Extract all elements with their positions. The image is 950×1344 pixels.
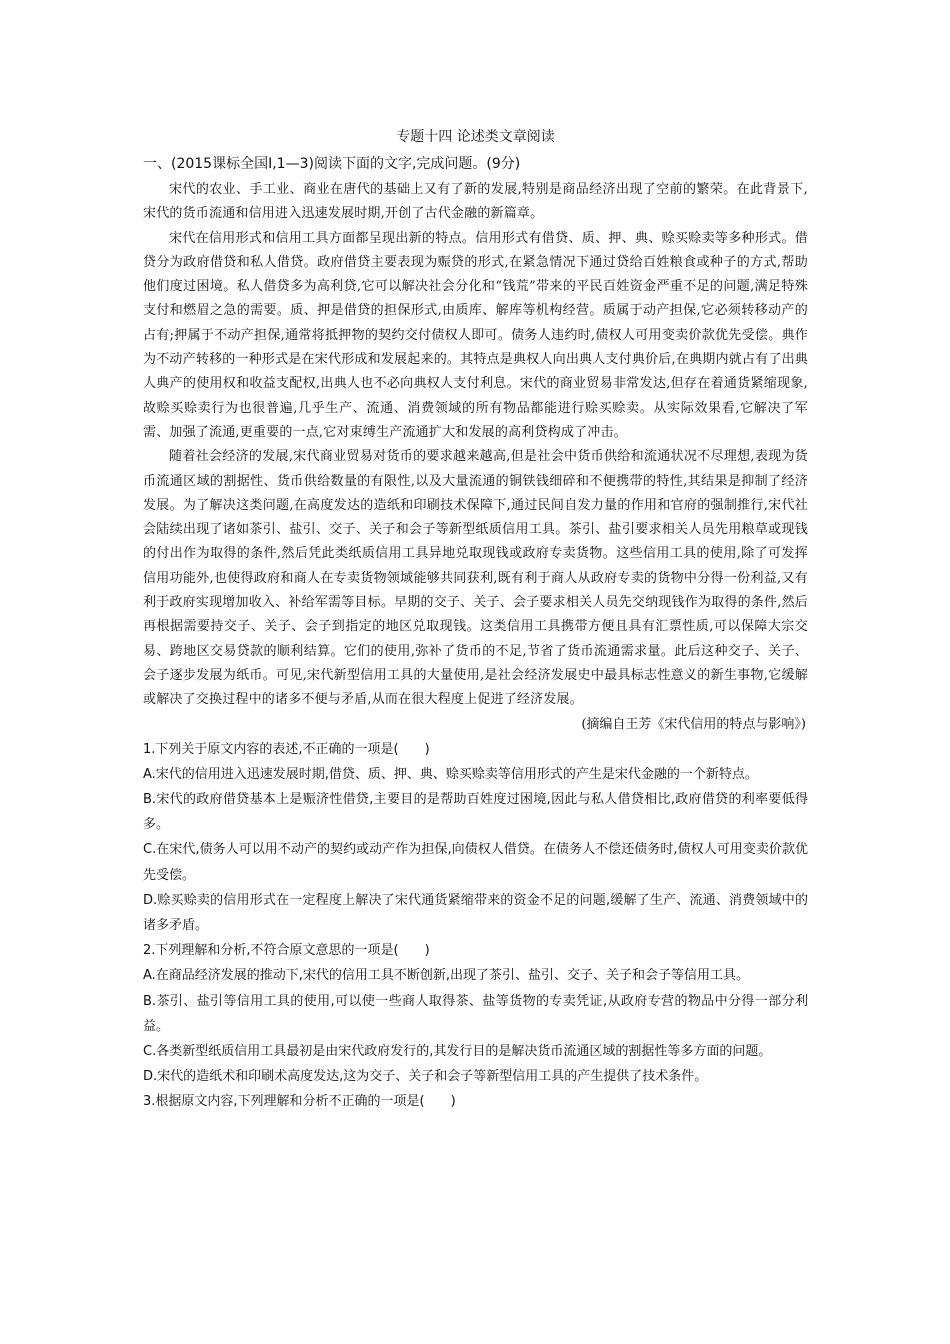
document-title: 专题十四 论述类文章阅读: [396, 129, 555, 145]
question-1-option-c: C.在宋代,债务人可以用不动产的契约或动产作为担保,向债权人借贷。在债务人不偿还债务时,债权人可用变卖价款优先受偿。: [143, 842, 808, 883]
passage-paragraph-3: 随着社会经济的发展,宋代商业贸易对货币的要求越来越高,但是社会中货币供给和流通状况不尽理想,表现为货币流通区域的割据性、货币供给数量的有限性,以及大量流通的铜铁钱细碎和不便携带的特性,其结果是抑制了经济发展。为了解决这类问题,在高度发达的造纸和印刷技术保障下,通过民间自发力量的作用和官府的强制推行,宋代社会陆续出现了诸如茶引、盐引、交子、关子和会子等新型纸质信用工具。茶引、盐引要求相关人员先用粮草或现钱的付出作为取得的条件,然后凭此类纸质信用工具异地兑取现钱或政府专卖货物。这些信用工具的使用,除了可发挥信用功能外,也使得政府和商人在专卖货物领域能够共同获利,既有利于商人从政府专卖的货物中分得一份利益,又有利于政府实现增加收入、补给军需等目标。早期的交子、关子、会子要求相关人员先交纳现钱作为取得的条件,然后再根据需要持交子、关子、会子到指定的地区兑取现钱。这类信用工具携带方便且具有汇票性质,可以保障大宗交易、跨地区交易贷款的顺利结算。它们的使用,弥补了货币的不足,节省了货币流通需求量。此后这种交子、关子、会子逐步发展为纸币。可见,宋代新型信用工具的大量使用,是社会经济发展史中最具标志性意义的新生事物,它缓解或解决了交换过程中的诸多不便与矛盾,从而在很大程度上促进了经济发展。: [143, 449, 808, 708]
passage-paragraph-2: 宋代在信用形式和信用工具方面都呈现出新的特点。信用形式有借贷、质、押、典、赊买赊卖等多种形式。借贷分为政府借贷和私人借贷。政府借贷主要表现为赈贷的形式,在紧急情况下通过贷给百姓粮食或种子的方式,帮助他们度过困境。私人借贷多为高利贷,它可以解决社会分化和“钱荒”带来的平民百姓资金严重不足的问题,满足特殊支付和燃眉之急的需要。质、押是借贷的担保形式,由质库、解库等机构经营。质属于动产担保,它必须转移动产的占有;押属于不动产担保,通常将抵押物的契约交付债权人即可。债务人违约时,债权人可用变卖价款优先受偿。典作为不动产转移的一种形式是在宋代形成和发展起来的。其特点是典权人向出典人支付典价后,在典期内就占有了出典人典产的使用权和收益支配权,出典人也不必向典权人支付利息。宋代的商业贸易非常发达,但存在着通货紧缩现象,故赊买赊卖行为也很普遍,几乎生产、流通、消费领域的所有物品都能进行赊买赊卖。从实际效果看,它解决了军需、加强了流通,更重要的一点,它对束缚生产流通扩大和发展的高利贷构成了冲击。: [143, 230, 808, 440]
question-2-option-b: B.茶引、盐引等信用工具的使用,可以使一些商人取得茶、盐等货物的专卖凭证,从政府专营的物品中分得一部分利益。: [143, 993, 808, 1034]
question-2-stem: 2.下列理解和分析,不符合原文意思的一项是( ): [143, 943, 430, 959]
passage-paragraph-1: 宋代的农业、手工业、商业在唐代的基础上又有了新的发展,特别是商品经济出现了空前的繁荣。在此背景下,宋代的货币流通和信用进入迅速发展时期,开创了古代金融的新篇章。: [143, 182, 808, 222]
question-2-option-a: A.在商品经济发展的推动下,宋代的信用工具不断创新,出现了茶引、盐引、交子、关子和会子等信用工具。: [143, 968, 750, 984]
question-3-stem: 3.根据原文内容,下列理解和分析不正确的一项是( ): [143, 1094, 456, 1110]
document-page: [143, 126, 808, 1115]
question-1-option-d: D.赊买赊卖的信用形式在一定程度上解决了宋代通货紧缩带来的资金不足的问题,缓解了生产、流通、消费领域中的诸多矛盾。: [143, 892, 808, 933]
question-1-option-a: A.宋代的信用进入迅速发展时期,借贷、质、押、典、赊买赊卖等信用形式的产生是宋代金融的一个新特点。: [143, 766, 758, 782]
question-1-option-b: B.宋代的政府借贷基本上是赈济性借贷,主要目的是帮助百姓度过困境,因此与私人借贷相比,政府借贷的利率要低得多。: [143, 791, 808, 833]
question-2-option-c: C.各类新型纸质信用工具最初是由宋代政府发行的,其发行目的是解决货币流通区域的割据性等多方面的问题。: [143, 1043, 772, 1059]
question-1-stem: 1.下列关于原文内容的表述,不正确的一项是( ): [143, 741, 430, 757]
question-list: [143, 737, 808, 1115]
section-heading: 一、(2015课标全国Ⅰ,1—3)阅读下面的文字,完成问题。(9分): [143, 156, 521, 172]
source-citation: (摘编自王芳《宋代信用的特点与影响》): [581, 716, 806, 732]
reading-passage: [143, 178, 808, 713]
question-2-option-d: D.宋代的造纸术和印刷术高度发达,这为交子、关子和会子等新型信用工具的产生提供了技术条件。: [143, 1069, 708, 1085]
